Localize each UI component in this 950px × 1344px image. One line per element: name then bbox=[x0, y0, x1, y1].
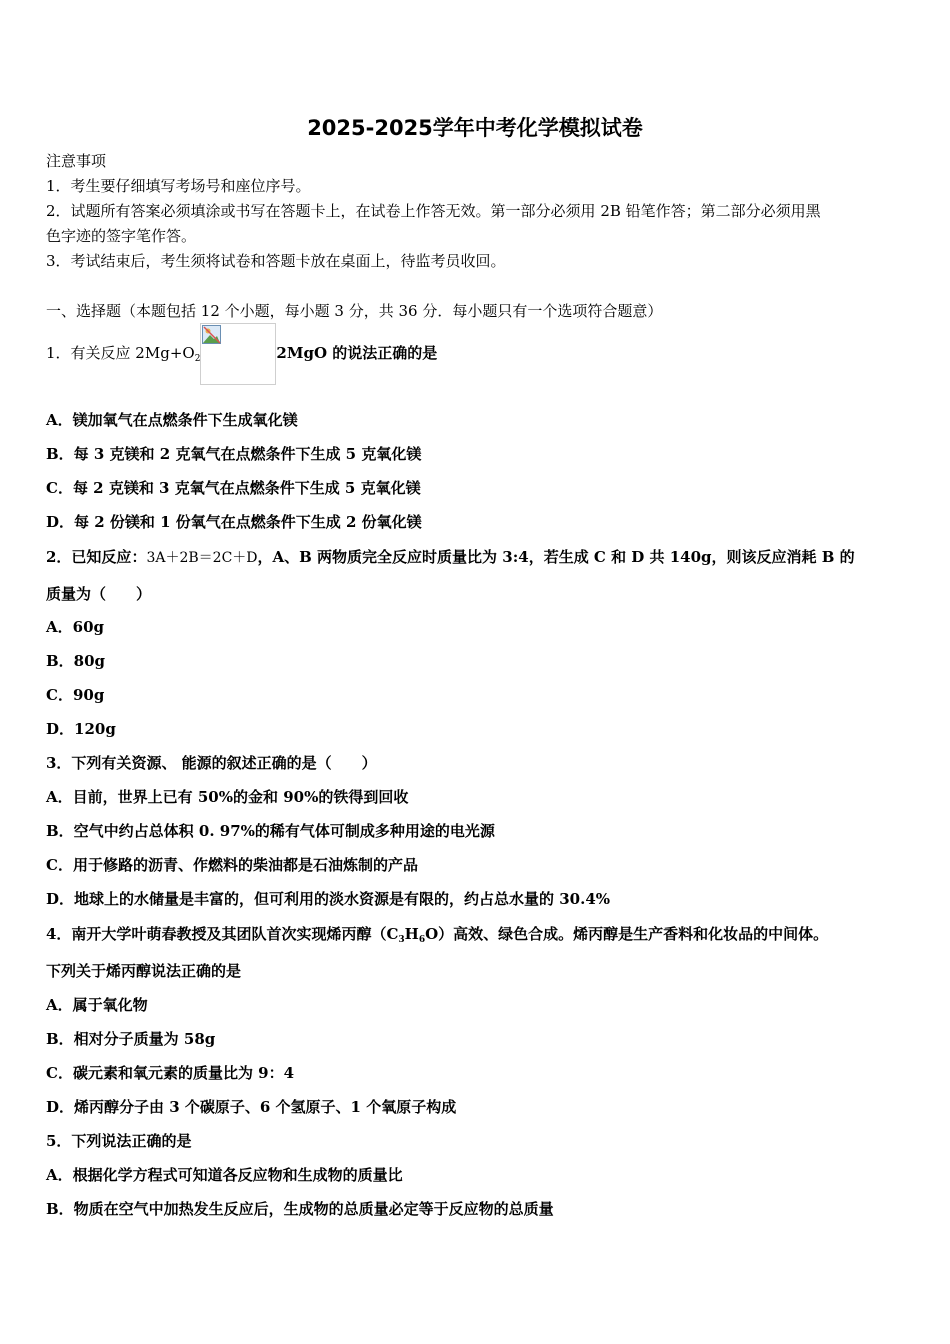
q4-option: D．烯丙醇分子由 3 个碳原子、6 个氢原子、1 个氧原子构成 bbox=[46, 1098, 457, 1116]
q1-suffix: 2MgO 的说法正确的是 bbox=[276, 344, 438, 362]
q2-stem-line2: 质量为（ ） bbox=[46, 585, 152, 603]
q3-option: A．目前，世界上已有 50%的金和 90%的铁得到回收 bbox=[46, 788, 409, 806]
q1-option: B．每 3 克镁和 2 克氧气在点燃条件下生成 5 克氧化镁 bbox=[46, 445, 422, 463]
q1-option: D．每 2 份镁和 1 份氧气在点燃条件下生成 2 份氧化镁 bbox=[46, 513, 422, 531]
q2-option: D．120g bbox=[46, 720, 116, 738]
notice-item: 1．考生要仔细填写考场号和座位序号。 bbox=[46, 177, 311, 195]
q4-option: C．碳元素和氧元素的质量比为 9：4 bbox=[46, 1064, 295, 1082]
q2-prefix: 2．已知反应： bbox=[46, 548, 147, 566]
q4-stem-line2: 下列关于烯丙醇说法正确的是 bbox=[46, 962, 242, 980]
q2-equation: 3A＋2B＝2C＋D bbox=[146, 550, 258, 566]
q4-option: A．属于氧化物 bbox=[46, 996, 148, 1014]
section-heading: 一、选择题（本题包括 12 个小题，每小题 3 分，共 36 分．每小题只有一个选项符合题意） bbox=[46, 302, 663, 320]
q4-prefix: 4．南开大学叶萌春教授及其团队首次实现烯丙醇（C bbox=[46, 925, 399, 943]
q4-suffix: O）高效、绿色合成。烯丙醇是生产香料和化妆品的中间体。 bbox=[425, 925, 829, 943]
q2-suffix: ，A、B 两物质完全反应时质量比为 3:4，若生成 C 和 D 共 140g，则该反应消耗 B 的 bbox=[257, 548, 855, 566]
q4-mid1: H bbox=[404, 925, 419, 943]
question-3-stem: 3．下列有关资源、 能源的叙述正确的是（ ） bbox=[46, 754, 377, 772]
broken-image-glyph bbox=[201, 324, 223, 346]
q2-option: B．80g bbox=[46, 652, 106, 670]
question-2-stem bbox=[46, 547, 855, 568]
q2-option: A．60g bbox=[46, 618, 105, 636]
page-title: 2025-2025学年中考化学模拟试卷 bbox=[307, 116, 643, 140]
q3-option: D．地球上的水储量是丰富的，但可利用的淡水资源是有限的，约占总水量的 30.4% bbox=[46, 890, 611, 908]
question-5-stem: 5．下列说法正确的是 bbox=[46, 1132, 192, 1150]
q3-option: B．空气中约占总体积 0. 97%的稀有气体可制成多种用途的电光源 bbox=[46, 822, 495, 840]
notice-item: 2．试题所有答案必须填涂或书写在答题卡上，在试卷上作答无效。第一部分必须用 2B 铅笔作答；第二部分必须用黑 bbox=[46, 202, 821, 220]
q1-option: A．镁加氧气在点燃条件下生成氧化镁 bbox=[46, 411, 298, 429]
broken-image-icon bbox=[200, 323, 276, 385]
q3-option: C．用于修路的沥青、作燃料的柴油都是石油炼制的产品 bbox=[46, 856, 418, 874]
q1-sub: 2 bbox=[194, 354, 201, 364]
notice-heading: 注意事项 bbox=[46, 152, 107, 170]
notice-item: 3．考试结束后，考生须将试卷和答题卡放在桌面上，待监考员收回。 bbox=[46, 252, 506, 270]
q5-option: A．根据化学方程式可知道各反应物和生成物的质量比 bbox=[46, 1166, 403, 1184]
q4-option: B．相对分子质量为 58g bbox=[46, 1030, 216, 1048]
question-1-stem bbox=[46, 322, 437, 384]
q1-option: C．每 2 克镁和 3 克氧气在点燃条件下生成 5 克氧化镁 bbox=[46, 479, 421, 497]
question-4-stem bbox=[46, 924, 828, 950]
notice-item: 色字迹的签字笔作答。 bbox=[46, 227, 197, 245]
q4-sub1: 3 bbox=[398, 935, 405, 945]
q2-option: C．90g bbox=[46, 686, 105, 704]
q1-prefix: 1．有关反应 2Mg+O bbox=[46, 344, 195, 362]
q4-sub2: 6 bbox=[418, 935, 426, 945]
q5-option: B．物质在空气中加热发生反应后，生成物的总质量必定等于反应物的总质量 bbox=[46, 1200, 554, 1218]
